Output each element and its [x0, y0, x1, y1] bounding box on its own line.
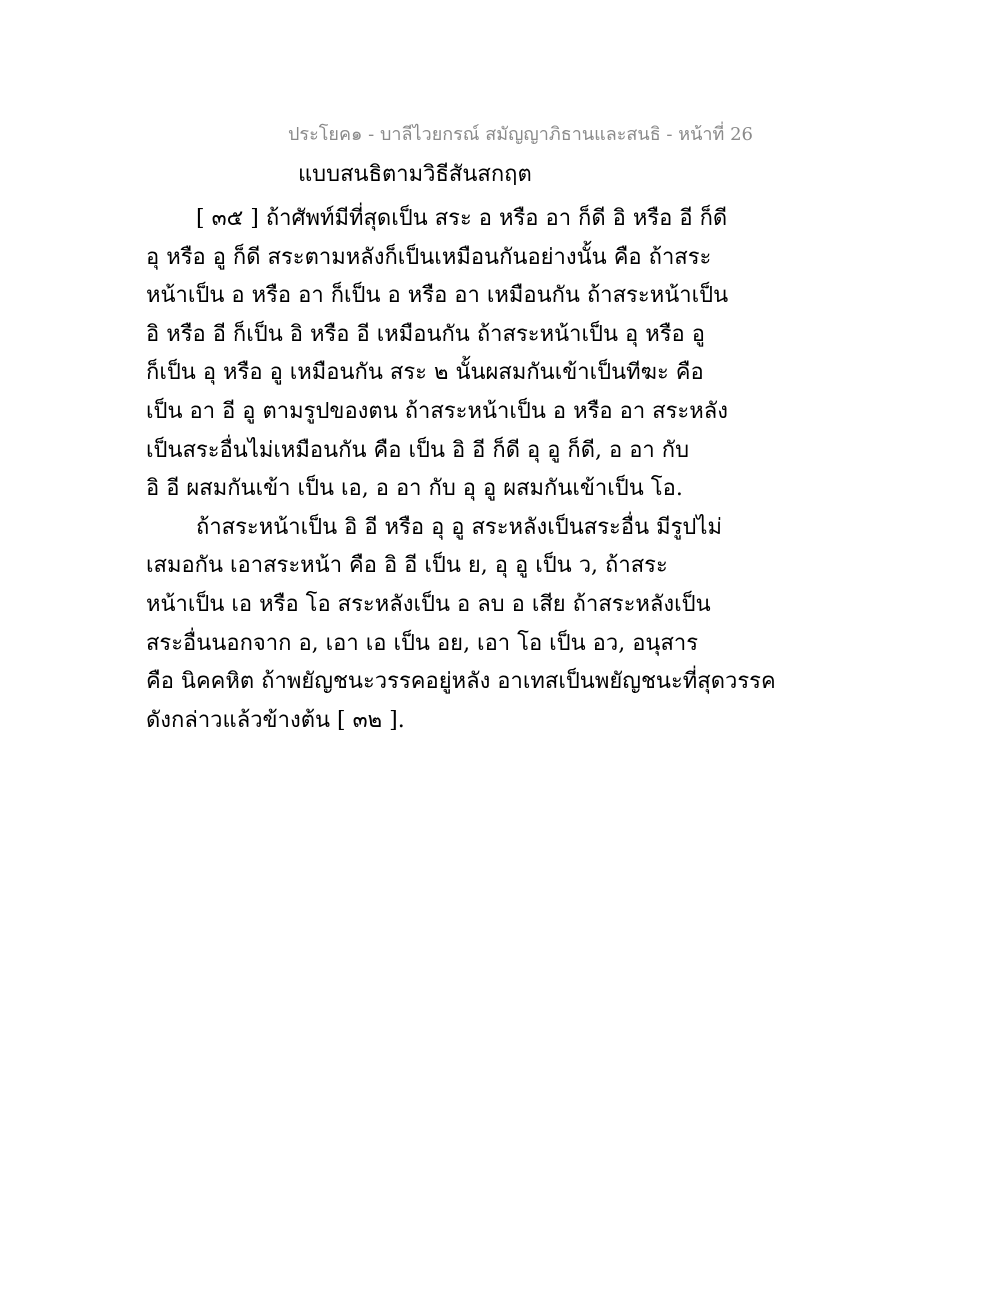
- paragraph-2-line-6: ดังกล่าวแล้วข้างต้น [ ๓๒ ].: [146, 707, 405, 733]
- paragraph-1-line-3: หน้าเป็น อ หรือ อา ก็เป็น อ หรือ อา เหมือนกัน ถ้าสระหน้าเป็น: [146, 283, 729, 309]
- paragraph-2-line-3: หน้าเป็น เอ หรือ โอ สระหลังเป็น อ ลบ อ เสีย ถ้าสระหลังเป็น: [146, 591, 711, 617]
- paragraph-2-line-1: ถ้าสระหน้าเป็น อิ อี หรือ อุ อู สระหลังเป็นสระอื่น มีรูปไม่: [196, 514, 722, 540]
- body-text: [146, 200, 776, 740]
- paragraph-1-line-6: เป็น อา อี อู ตามรูปของตน ถ้าสระหน้าเป็น อ หรือ อา สระหลัง: [146, 398, 728, 424]
- paragraph-1-line-7: เป็นสระอื่นไม่เหมือนกัน คือ เป็น อิ อี ก็ดี อุ อู ก็ดี, อ อา กับ: [146, 437, 690, 463]
- paragraph-1-line-8: อิ อี ผสมกันเข้า เป็น เอ, อ อา กับ อุ อู ผสมกันเข้าเป็น โอ.: [146, 476, 683, 502]
- paragraph-1-line-5: ก็เป็น อุ หรือ อู เหมือนกัน สระ ๒ นั้นผสมกันเข้าเป็นทีฆะ คือ: [146, 360, 704, 386]
- paragraph-2-line-2: เสมอกัน เอาสระหน้า คือ อิ อี เป็น ย, อุ อู เป็น ว, ถ้าสระ: [146, 553, 668, 579]
- running-header: ประโยค๑ - บาลีไวยกรณ์ สมัญญาภิธานและสนธิ - หน้าที่ 26: [288, 124, 753, 145]
- paragraph-2-line-5: คือ นิคคหิต ถ้าพยัญชนะวรรคอยู่หลัง อาเทสเป็นพยัญชนะที่สุดวรรค: [146, 669, 776, 695]
- paragraph-2-line-4: สระอื่นนอกจาก อ, เอา เอ เป็น อย, เอา โอ เป็น อว, อนุสาร: [146, 630, 699, 656]
- paragraph-1-line-1: [ ๓๕ ] ถ้าศัพท์มีที่สุดเป็น สระ อ หรือ อา ก็ดี อิ หรือ อี ก็ดี: [196, 206, 728, 231]
- paragraph-1-line-2: อุ หรือ อู ก็ดี สระตามหลังก็เป็นเหมือนกันอย่างนั้น คือ ถ้าสระ: [146, 244, 712, 270]
- paragraph-1-line-4: อิ หรือ อี ก็เป็น อิ หรือ อี เหมือนกัน ถ้าสระหน้าเป็น อุ หรือ อู: [146, 321, 705, 347]
- section-title: แบบสนธิตามวิธีสันสกฤต: [298, 162, 532, 187]
